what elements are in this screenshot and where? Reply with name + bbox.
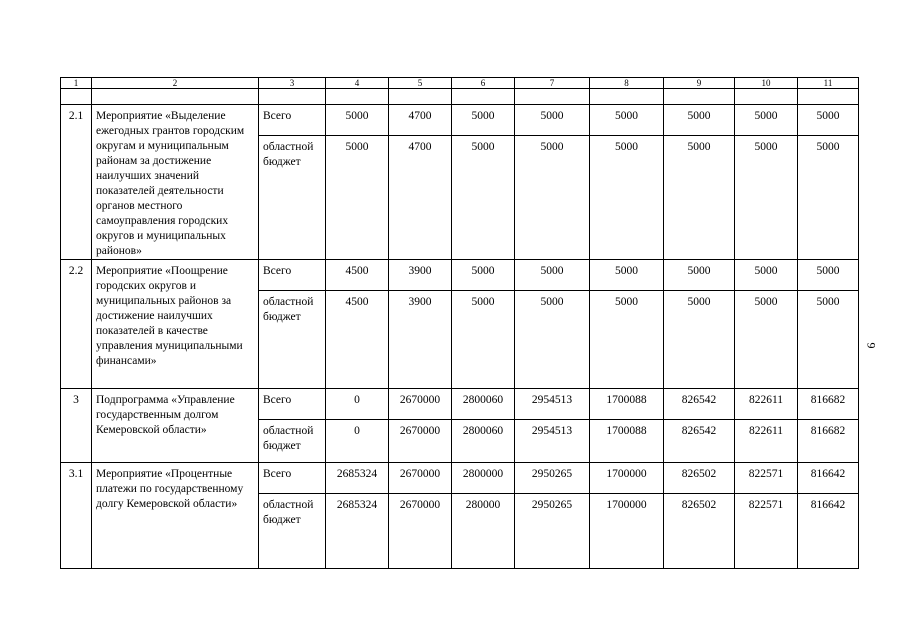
funding-source: Всего [259, 389, 326, 420]
amount-cell: 3900 [389, 291, 452, 389]
measure-name: Мероприятие «Поощрение городских округов и муниципальных районов за достижение наилучших показателей в качестве управления муниципальными финансами» [92, 260, 259, 389]
amount-cell: 5000 [452, 291, 515, 389]
amount-cell: 5000 [735, 260, 798, 291]
amount-cell: 5000 [515, 136, 590, 260]
header-cell: 5 [389, 78, 452, 89]
amount-cell: 5000 [590, 136, 664, 260]
amount-cell: 5000 [735, 291, 798, 389]
header-cell: 7 [515, 78, 590, 89]
amount-cell: 0 [326, 420, 389, 463]
budget-table [60, 77, 859, 569]
amount-cell: 5000 [798, 105, 859, 136]
amount-cell: 826502 [664, 463, 735, 494]
amount-cell: 5000 [664, 291, 735, 389]
measure-name: Подпрограмма «Управление государственным долгом Кемеровской области» [92, 389, 259, 463]
amount-cell: 1700000 [590, 494, 664, 569]
amount-cell: 822611 [735, 420, 798, 463]
amount-cell: 826542 [664, 389, 735, 420]
amount-cell: 2670000 [389, 463, 452, 494]
amount-cell: 280000 [452, 494, 515, 569]
amount-cell: 2685324 [326, 463, 389, 494]
amount-cell: 5000 [664, 260, 735, 291]
amount-cell: 2800000 [452, 463, 515, 494]
funding-source: областной бюджет [259, 494, 326, 569]
amount-cell: 1700088 [590, 389, 664, 420]
amount-cell: 822611 [735, 389, 798, 420]
amount-cell: 2685324 [326, 494, 389, 569]
amount-cell: 5000 [515, 291, 590, 389]
amount-cell: 5000 [515, 105, 590, 136]
header-cell: 4 [326, 78, 389, 89]
amount-cell: 5000 [664, 136, 735, 260]
header-cell: 1 [61, 78, 92, 89]
amount-cell: 5000 [798, 291, 859, 389]
amount-cell: 3900 [389, 260, 452, 291]
amount-cell: 5000 [452, 105, 515, 136]
header-cell: 6 [452, 78, 515, 89]
amount-cell: 2950265 [515, 463, 590, 494]
row-number: 2.1 [61, 105, 92, 260]
measure-name: Мероприятие «Выделение ежегодных грантов городским округам и муниципальным районам за достижение наилучших значений показателей деятельности органов местного самоуправления городских округов и муниципальных районов» [92, 105, 259, 260]
amount-cell: 5000 [798, 260, 859, 291]
amount-cell: 822571 [735, 463, 798, 494]
amount-cell: 5000 [452, 136, 515, 260]
amount-cell: 1700000 [590, 463, 664, 494]
amount-cell: 2954513 [515, 389, 590, 420]
header-cell: 11 [798, 78, 859, 89]
header-row [61, 78, 859, 89]
header-cell: 10 [735, 78, 798, 89]
amount-cell: 2954513 [515, 420, 590, 463]
funding-source: Всего [259, 105, 326, 136]
amount-cell: 5000 [515, 260, 590, 291]
header-cell: 3 [259, 78, 326, 89]
header-cell: 9 [664, 78, 735, 89]
amount-cell: 5000 [664, 105, 735, 136]
row-number: 3 [61, 389, 92, 463]
amount-cell: 0 [326, 389, 389, 420]
amount-cell: 4500 [326, 260, 389, 291]
funding-source: областной бюджет [259, 291, 326, 389]
spacer-row [61, 89, 859, 105]
amount-cell: 816682 [798, 420, 859, 463]
row-number: 2.2 [61, 260, 92, 389]
amount-cell: 4500 [326, 291, 389, 389]
amount-cell: 822571 [735, 494, 798, 569]
funding-source: областной бюджет [259, 420, 326, 463]
amount-cell: 4700 [389, 105, 452, 136]
amount-cell: 5000 [735, 105, 798, 136]
amount-cell: 5000 [452, 260, 515, 291]
amount-cell: 826502 [664, 494, 735, 569]
amount-cell: 5000 [326, 136, 389, 260]
row-number: 3.1 [61, 463, 92, 569]
amount-cell: 816642 [798, 463, 859, 494]
table-body [61, 78, 859, 569]
amount-cell: 2670000 [389, 494, 452, 569]
amount-cell: 816682 [798, 389, 859, 420]
amount-cell: 5000 [326, 105, 389, 136]
amount-cell: 2800060 [452, 420, 515, 463]
amount-cell: 5000 [798, 136, 859, 260]
amount-cell: 816642 [798, 494, 859, 569]
amount-cell: 826542 [664, 420, 735, 463]
table-row [61, 105, 859, 136]
header-cell: 8 [590, 78, 664, 89]
amount-cell: 5000 [735, 136, 798, 260]
amount-cell: 5000 [590, 260, 664, 291]
table-row [61, 463, 859, 494]
amount-cell: 4700 [389, 136, 452, 260]
amount-cell: 5000 [590, 105, 664, 136]
amount-cell: 2800060 [452, 389, 515, 420]
measure-name: Мероприятие «Процентные платежи по государственному долгу Кемеровской области» [92, 463, 259, 569]
funding-source: областной бюджет [259, 136, 326, 260]
header-cell: 2 [92, 78, 259, 89]
amount-cell: 2670000 [389, 420, 452, 463]
amount-cell: 2950265 [515, 494, 590, 569]
table-row [61, 260, 859, 291]
page-number: 9 [864, 342, 879, 349]
table-row [61, 389, 859, 420]
funding-source: Всего [259, 463, 326, 494]
funding-source: Всего [259, 260, 326, 291]
amount-cell: 2670000 [389, 389, 452, 420]
amount-cell: 5000 [590, 291, 664, 389]
amount-cell: 1700088 [590, 420, 664, 463]
